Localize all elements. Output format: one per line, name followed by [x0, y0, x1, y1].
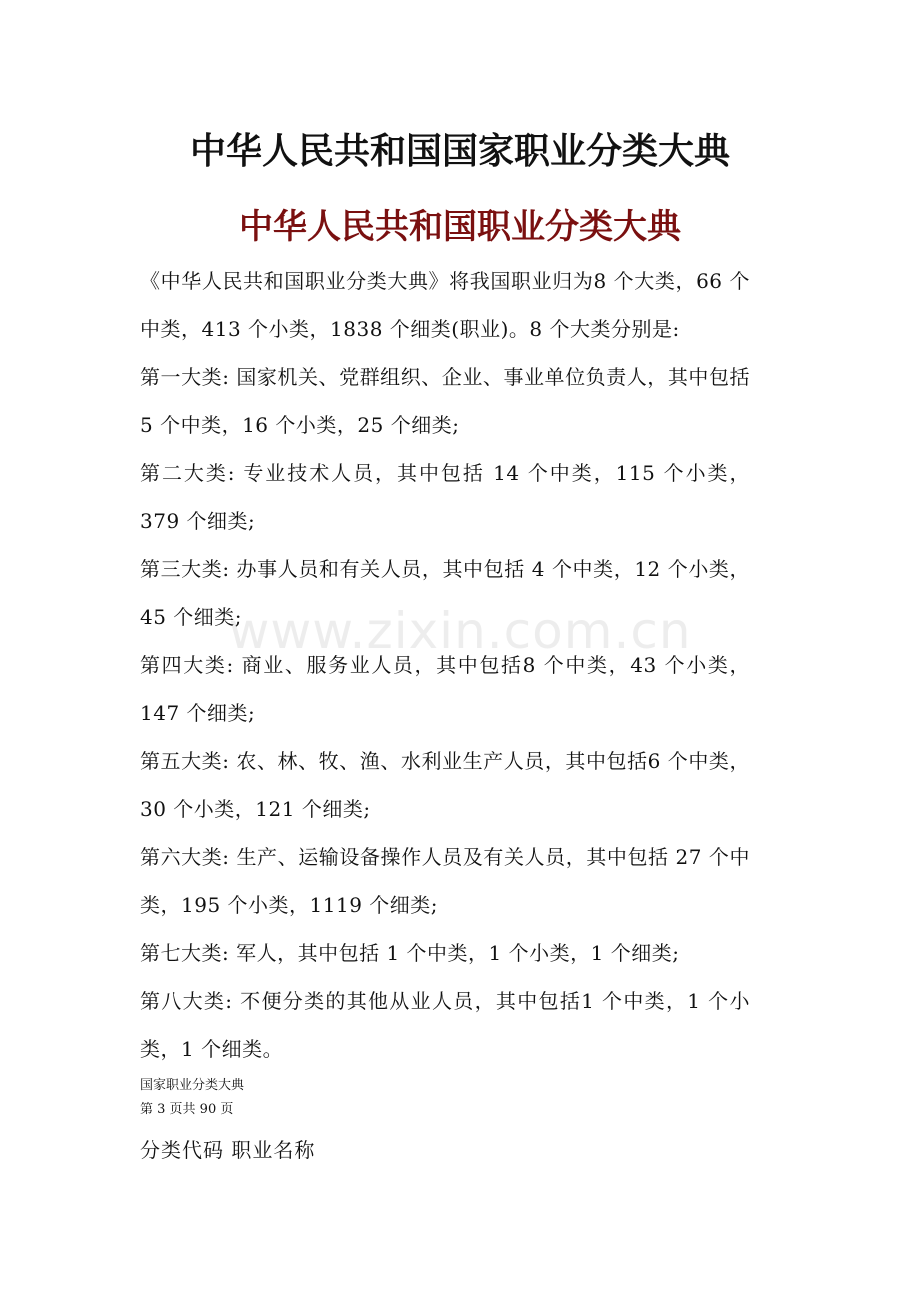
paragraph-category-2: 第二大类: 专业技术人员，其中包括 14 个中类，115 个小类，379 个细类; — [140, 461, 750, 533]
table-header: 分类代码 职业名称 — [140, 1138, 316, 1162]
paragraph-category-1: 第一大类: 国家机关、党群组织、企业、事业单位负责人，其中包括5 个中类，16 个小类，25 个细类; — [140, 365, 750, 437]
body-text — [140, 257, 750, 1073]
footer-document-title: 国家职业分类大典 — [140, 1078, 245, 1093]
paragraph-category-4: 第四大类: 商业、服务业人员，其中包括8 个中类，43 个小类，147 个细类; — [140, 653, 750, 725]
paragraph-category-5: 第五大类: 农、林、牧、渔、水利业生产人员，其中包括6 个中类，30 个小类，121 个细类; — [140, 749, 750, 821]
watermark: www.zixin.com.cn — [228, 602, 692, 660]
paragraph-category-8: 第八大类: 不便分类的其他从业人员，其中包括1 个中类，1 个小类，1 个细类。 — [140, 989, 750, 1061]
main-title: 中华人民共和国国家职业分类大典 — [189, 131, 730, 172]
paragraph-category-3: 第三大类: 办事人员和有关人员，其中包括 4 个中类，12 个小类，45 个细类; — [140, 557, 750, 629]
paragraph-category-7: 第七大类: 军人，其中包括 1 个中类，1 个小类，1 个细类; — [140, 941, 680, 965]
sub-title: 中华人民共和国职业分类大典 — [239, 207, 681, 247]
paragraph-category-6: 第六大类: 生产、运输设备操作人员及有关人员，其中包括 27 个中类，195 个小类，1119 个细类; — [140, 845, 750, 917]
paragraph-intro: 《中华人民共和国职业分类大典》将我国职业归为8 个大类，66 个中类，413 个小类，1838 个细类(职业)。8 个大类分别是: — [140, 269, 750, 341]
footer-page-number: 第 3 页共 90 页 — [140, 1102, 234, 1117]
